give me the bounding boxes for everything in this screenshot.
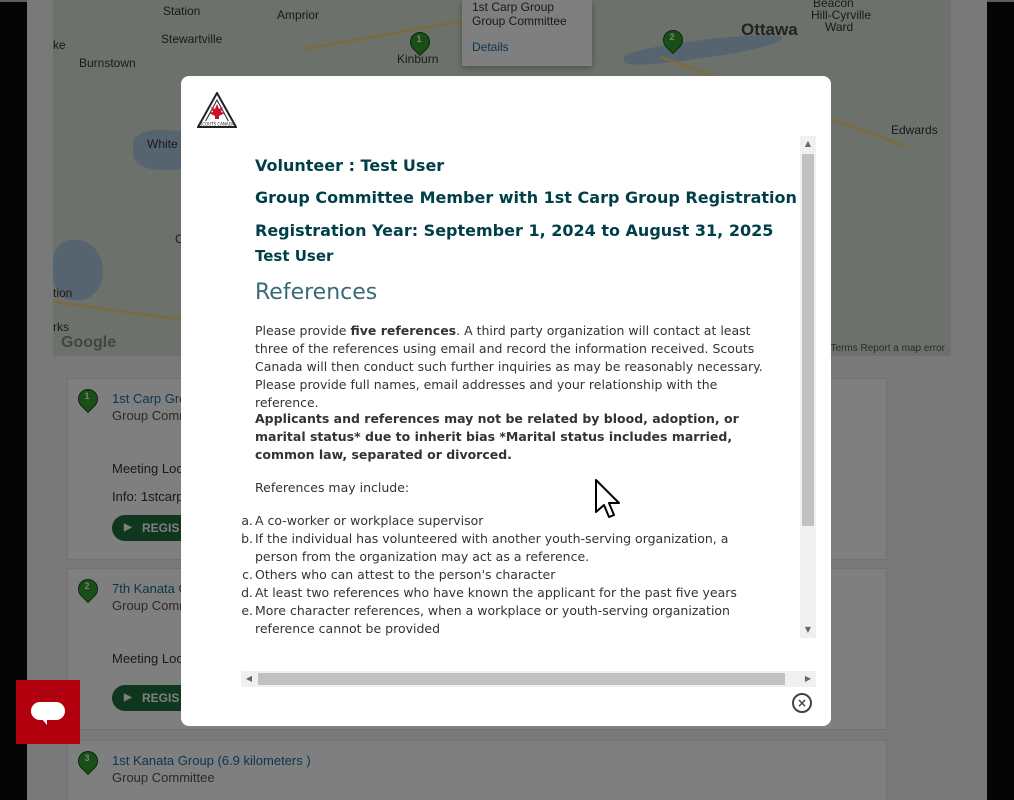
- modal-scroll-content[interactable]: [239, 136, 801, 636]
- references-heading: References: [255, 280, 378, 305]
- list-item: c. Others who can attest to the person's character: [242, 567, 556, 582]
- registration-modal: [181, 76, 831, 726]
- role-heading: Group Committee Member with 1st Carp Group Registration: [255, 188, 797, 207]
- chat-button[interactable]: [16, 680, 80, 744]
- scroll-up-arrow-icon[interactable]: ▲: [804, 139, 812, 148]
- reference-types-list: [241, 512, 775, 636]
- chat-bubble-icon: [31, 702, 65, 720]
- references-may-include: References may include:: [255, 480, 410, 495]
- scroll-down-arrow-icon[interactable]: ▼: [804, 625, 812, 634]
- relation-rules-paragraph: Applicants and references may not be related by blood, adoption, or marital status* due to inherit bias *Marital status includes married, common law, separated or divorced.: [255, 411, 739, 462]
- vertical-scroll-thumb[interactable]: [802, 154, 814, 526]
- horizontal-scroll-thumb[interactable]: [258, 673, 785, 685]
- list-item: e. More character references, when a workplace or youth-serving organization reference cannot be provided: [241, 603, 730, 636]
- list-item: a. A co-worker or workplace supervisor: [241, 513, 484, 528]
- scouts-canada-logo: [197, 92, 237, 130]
- registration-year-heading: Registration Year: September 1, 2024 to August 31, 2025: [255, 221, 774, 240]
- list-item: b. If the individual has volunteered with another youth-serving organization, a person from the organization may act as a reference.: [241, 531, 729, 564]
- horizontal-scrollbar[interactable]: [241, 671, 816, 687]
- references-intro-paragraph: Please provide five references. A third party organization will contact at least three of the references using email and record the information received. Scouts Canada will then conduct such further inquiries as may be reasonably necessary. Please provide full names, email addresses and your relationship with the reference.: [255, 323, 763, 410]
- close-icon[interactable]: ×: [792, 693, 812, 713]
- scroll-right-arrow-icon[interactable]: ▶: [804, 674, 812, 683]
- user-name-heading: Test User: [255, 247, 334, 265]
- volunteer-heading: Volunteer : Test User: [255, 156, 445, 175]
- list-item: d. At least two references who have known the applicant for the past five years: [241, 585, 737, 600]
- mouse-cursor: [594, 478, 622, 520]
- svg-text:SCOUTS CANADA: SCOUTS CANADA: [199, 121, 235, 127]
- scroll-left-arrow-icon[interactable]: ◀: [245, 674, 253, 683]
- vertical-scrollbar[interactable]: [800, 136, 816, 638]
